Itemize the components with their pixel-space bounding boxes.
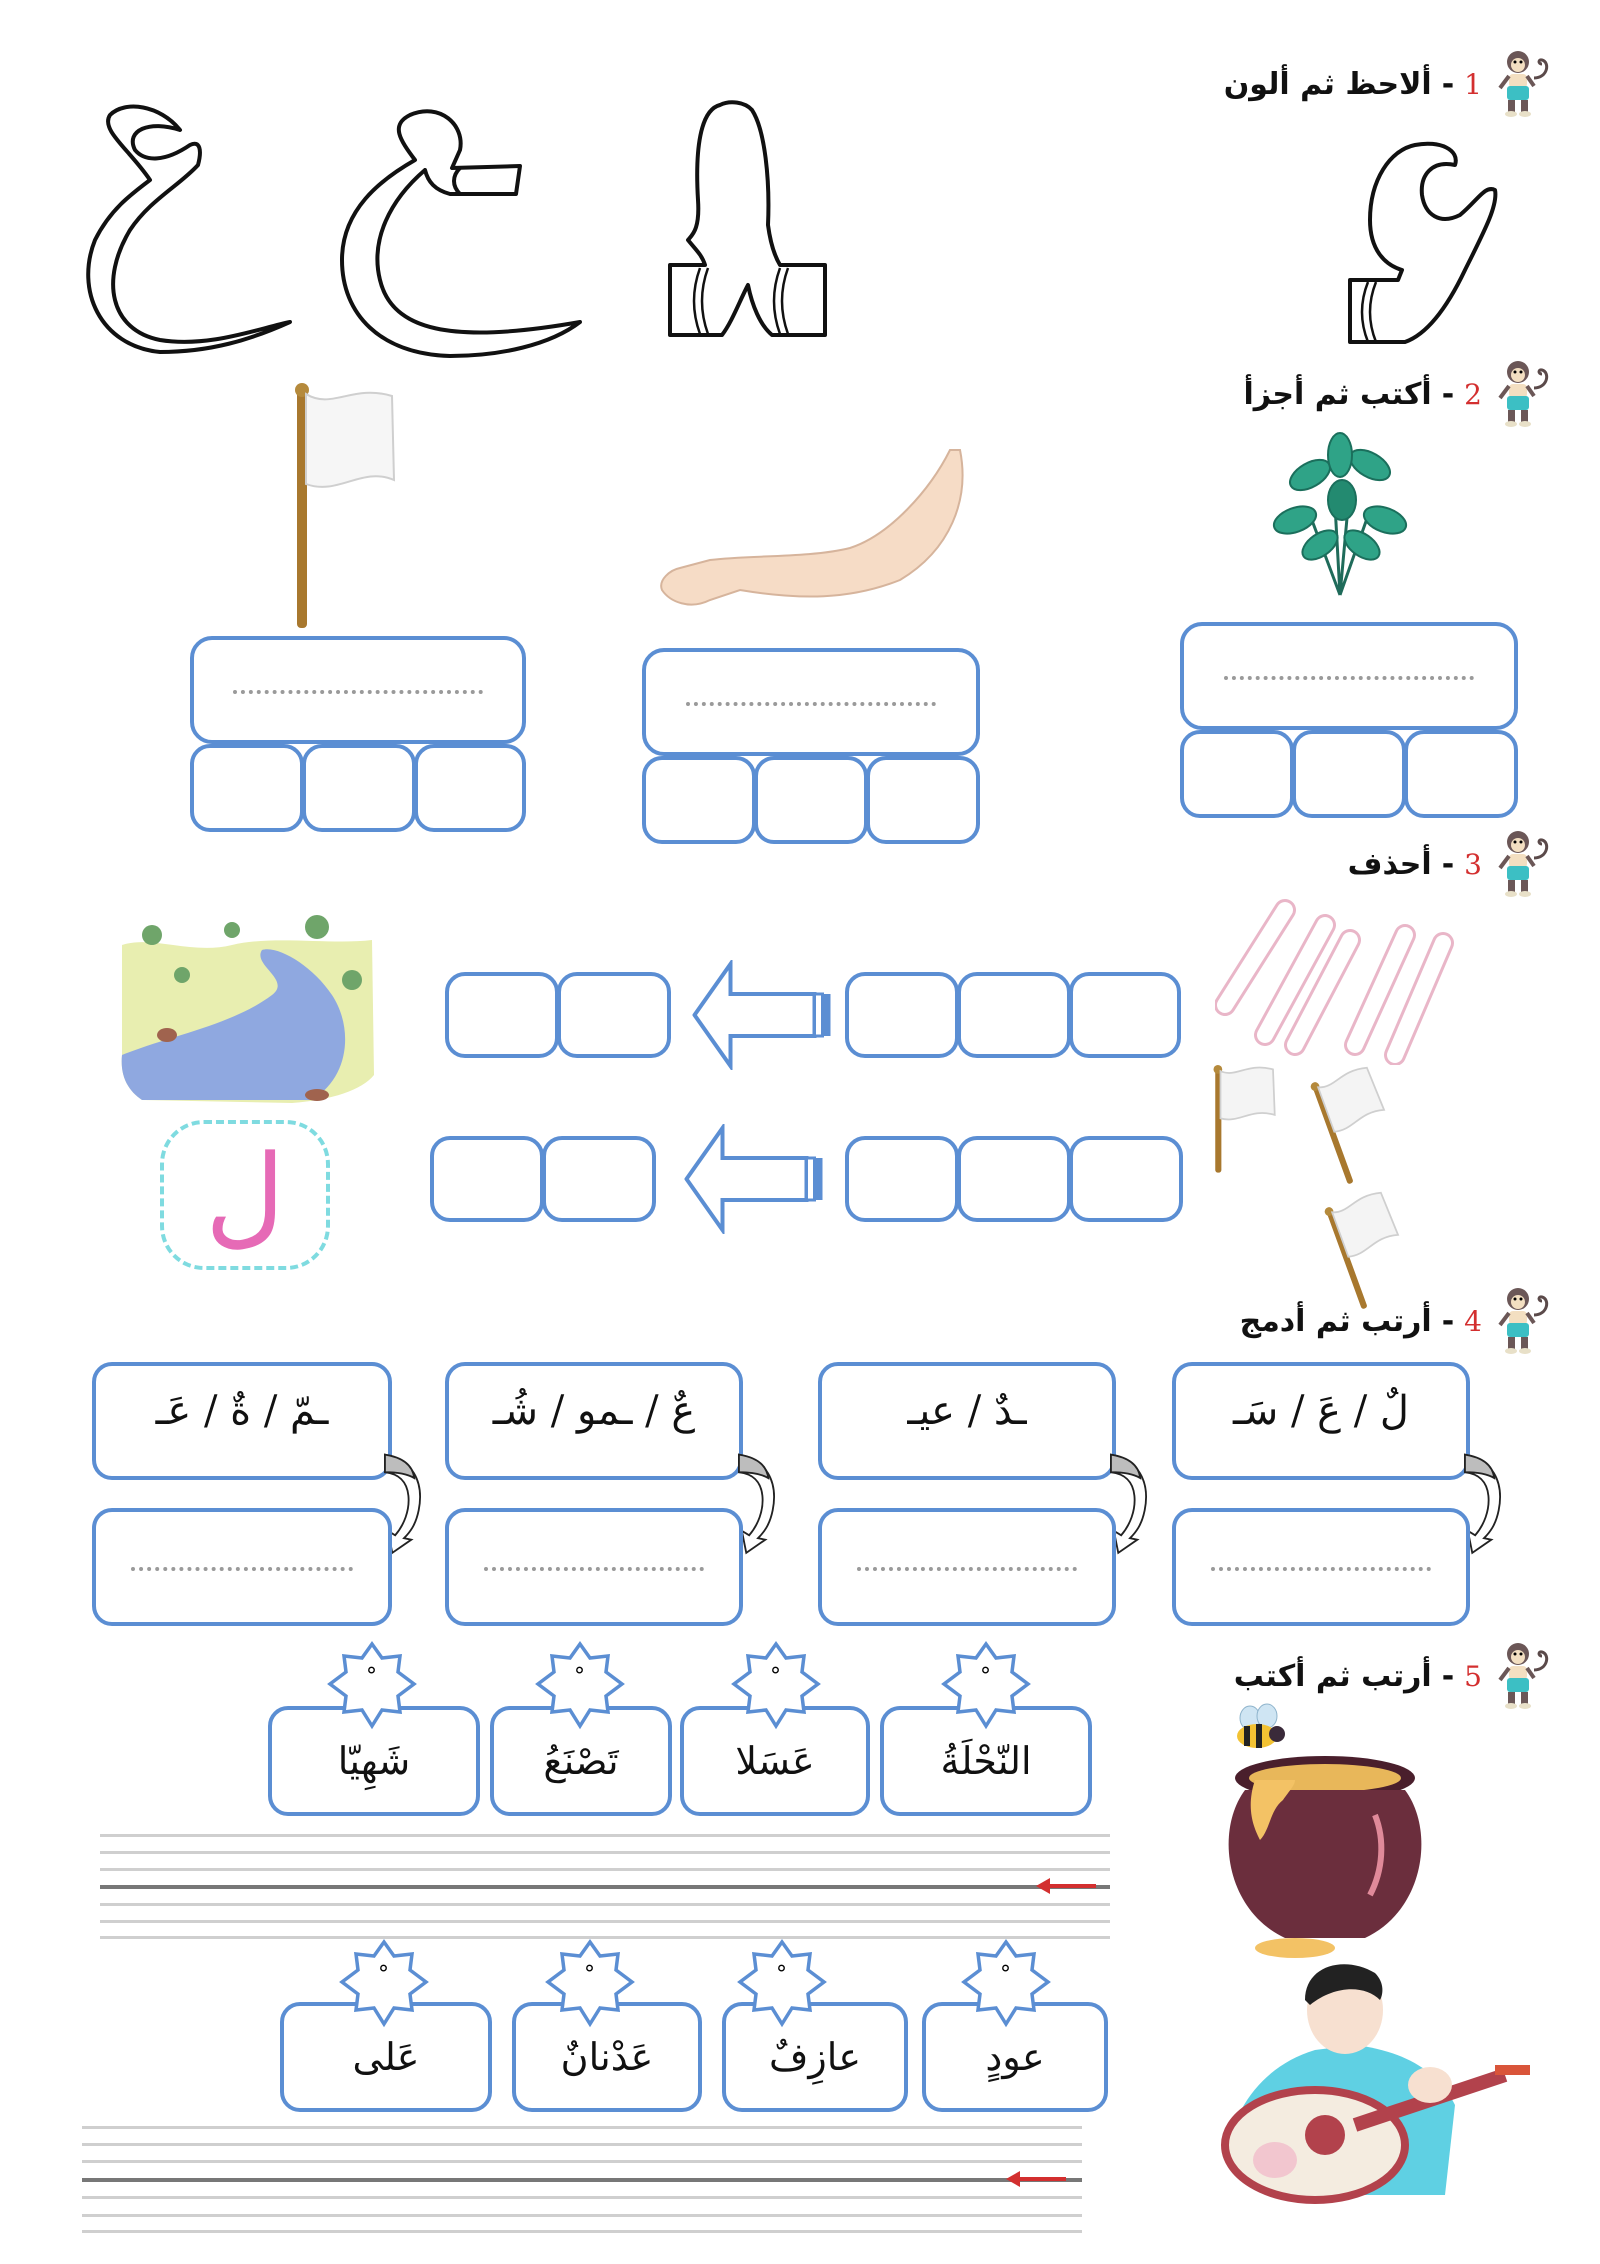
section-dash: -: [1441, 376, 1455, 412]
syllable-cell[interactable]: [190, 744, 304, 832]
writing-lines[interactable]: [82, 2126, 1082, 2236]
monkey-icon: [1492, 358, 1552, 430]
answer-dots: [233, 690, 482, 694]
section-title: أحذف: [1347, 846, 1432, 882]
block-arrow-left-icon: [685, 960, 840, 1070]
answer-box[interactable]: [818, 1508, 1116, 1626]
white-flag-image: [282, 380, 432, 630]
writing-direction-arrow-icon: [1036, 1876, 1096, 1896]
section-dash: -: [1441, 66, 1455, 102]
answer-dots: [1211, 1567, 1431, 1571]
section-title: أرتب ثم أدمج: [1239, 1303, 1432, 1339]
section-dash: -: [1441, 1658, 1455, 1694]
answer-box-arm[interactable]: [642, 648, 980, 756]
letter-ain-outlines: [80, 90, 1520, 370]
target-cell[interactable]: [445, 972, 559, 1058]
section-number: 2: [1464, 377, 1482, 411]
source-cell[interactable]: [957, 972, 1071, 1058]
monkey-icon: [1492, 828, 1552, 900]
section-title: أرتب ثم أكتب: [1233, 1658, 1432, 1694]
source-cell[interactable]: [845, 1136, 959, 1222]
syllables-text: ـمّ / ةٌ / عَـ: [155, 1388, 329, 1434]
star-mark: °: [980, 1664, 991, 1689]
ain-final-outline: [342, 111, 580, 356]
word-card[interactable]: عَسَلا: [680, 1706, 870, 1816]
star-mark: °: [378, 1962, 389, 1987]
word-card[interactable]: عَلى: [280, 2002, 492, 2112]
syllable-cell[interactable]: [1404, 730, 1518, 818]
letter-lam: ل: [205, 1131, 285, 1259]
answer-box-flag[interactable]: [190, 636, 526, 744]
target-cell[interactable]: [430, 1136, 544, 1222]
source-cell[interactable]: [1069, 972, 1181, 1058]
syllable-cell[interactable]: [1180, 730, 1294, 818]
river-image: [112, 905, 382, 1105]
answer-box[interactable]: [92, 1508, 392, 1626]
source-cell[interactable]: [1069, 1136, 1183, 1222]
syllables-text: عٌ / ـمو / شُـ: [492, 1388, 696, 1434]
section-number: 4: [1464, 1304, 1482, 1338]
word-card[interactable]: عَدْنانٌ: [512, 2002, 702, 2112]
ain-initial-outline: [1350, 144, 1495, 342]
section-number: 5: [1464, 1659, 1482, 1693]
source-cell[interactable]: [957, 1136, 1071, 1222]
syllables-card: [1172, 1362, 1470, 1480]
star-mark: °: [770, 1664, 781, 1689]
section-title: ألاحظ ثم ألون: [1223, 66, 1432, 102]
answer-dots: [131, 1567, 353, 1571]
word-card[interactable]: النّحْلَةُ: [880, 1706, 1092, 1816]
syllable-cell[interactable]: [754, 756, 868, 844]
arm-image: [650, 440, 980, 620]
section-dash: -: [1441, 1303, 1455, 1339]
section-number: 3: [1464, 847, 1482, 881]
syllables-text: لٌ / عَ / سَـ: [1233, 1388, 1409, 1434]
answer-dots: [484, 1567, 704, 1571]
letter-lam-image: [160, 1120, 330, 1270]
syllables-text: ـدٌ / عيـ: [907, 1388, 1027, 1434]
writing-direction-arrow-icon: [1006, 2169, 1066, 2189]
word-card[interactable]: شَهِيّا: [268, 1706, 480, 1816]
star-mark: °: [776, 1962, 787, 1987]
monkey-icon: [1492, 1285, 1552, 1357]
syllables-card: [445, 1362, 743, 1480]
answer-box[interactable]: [1172, 1508, 1470, 1626]
section-3-heading: [1348, 828, 1552, 900]
answer-box-mint[interactable]: [1180, 622, 1518, 730]
section-number: 1: [1464, 67, 1482, 101]
star-mark: °: [1000, 1962, 1011, 1987]
section-dash: -: [1441, 846, 1455, 882]
syllables-card: [818, 1362, 1116, 1480]
star-mark: °: [574, 1664, 585, 1689]
writing-lines[interactable]: [100, 1834, 1110, 1934]
answer-dots: [1224, 676, 1475, 680]
word-card[interactable]: عودٍ: [922, 2002, 1108, 2112]
sticks-image: [1215, 895, 1465, 1065]
answer-dots: [857, 1567, 1077, 1571]
syllable-cell[interactable]: [866, 756, 980, 844]
section-4-heading: [1240, 1285, 1552, 1357]
syllables-card: [92, 1362, 392, 1480]
star-mark: °: [366, 1664, 377, 1689]
syllable-cell[interactable]: [414, 744, 526, 832]
section-title: أكتب ثم أجزأ: [1243, 376, 1432, 412]
section-2-heading: [1243, 358, 1552, 430]
ain-isolated-outline: [88, 107, 290, 352]
flags-image: [1210, 1060, 1280, 1175]
mint-plant-image: [1250, 425, 1430, 605]
block-arrow-left-icon: [677, 1124, 832, 1234]
syllable-cell[interactable]: [302, 744, 416, 832]
star-mark: °: [584, 1962, 595, 1987]
flags-image: [1304, 1056, 1409, 1188]
syllable-cell[interactable]: [642, 756, 756, 844]
answer-dots: [686, 702, 937, 706]
answer-box[interactable]: [445, 1508, 743, 1626]
honey-pot-with-bee-image: [1215, 1700, 1445, 1960]
syllable-cell[interactable]: [1292, 730, 1406, 818]
monkey-icon: [1492, 1640, 1552, 1712]
target-cell[interactable]: [542, 1136, 656, 1222]
boy-playing-oud-image: [1205, 1955, 1535, 2225]
word-card[interactable]: عازِفٌ: [722, 2002, 908, 2112]
target-cell[interactable]: [557, 972, 671, 1058]
source-cell[interactable]: [845, 972, 959, 1058]
bee-icon: [1237, 1704, 1285, 1748]
word-card[interactable]: تَصْنَعُ: [490, 1706, 672, 1816]
